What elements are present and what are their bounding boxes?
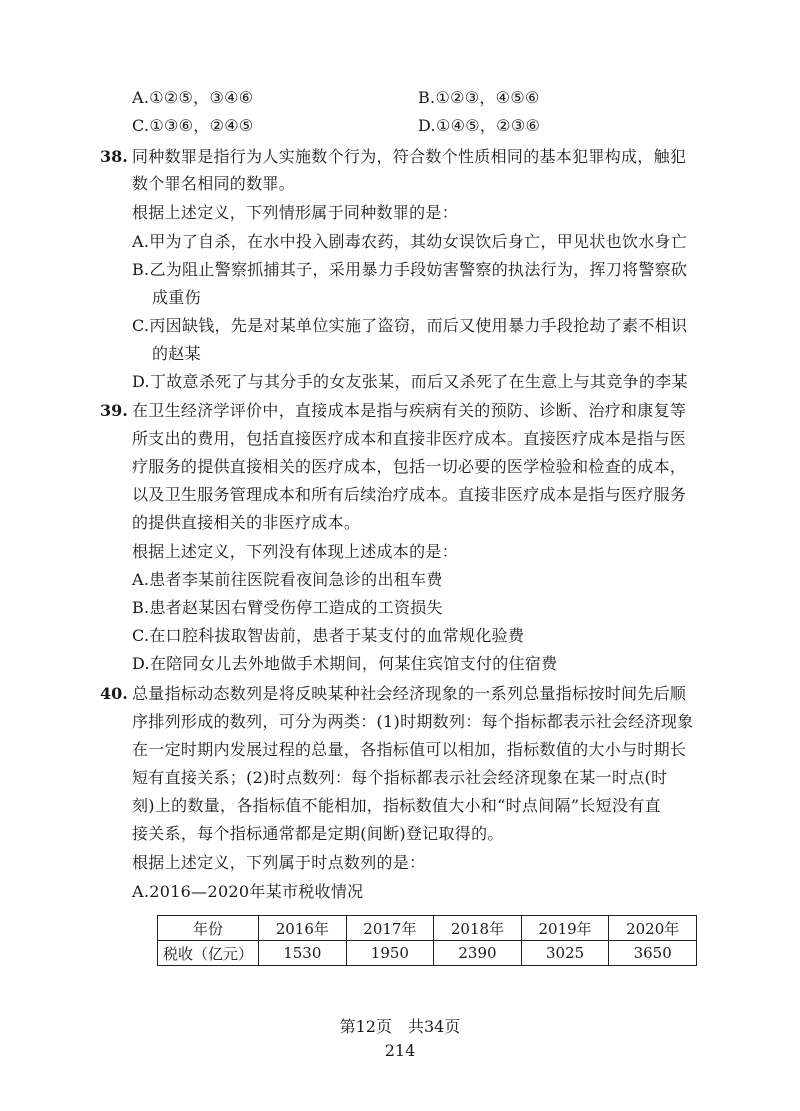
table-row [158,941,697,966]
table-value-cell: 2390 [434,941,522,966]
table-value-cell: 3025 [521,941,609,966]
q37-option-d: D.①④⑤，②③⑥ [418,116,541,135]
page-number: 214 [384,1041,416,1060]
q39-definition-line: 以及卫生服务管理成本和所有后续治疗成本。直接非医疗成本是指与医疗服务 [132,485,687,504]
q38-option-d: D.丁故意杀死了与其分手的女友张某，而后又杀死了在生意上与其竞争的李某 [132,372,688,391]
q40-definition-line: 短有直接关系；(2)时点数列：每个指标都表示社会经济现象在某一时点(时 [132,768,668,787]
q37-option-a: A.①②⑤，③④⑥ [132,88,254,107]
q40-definition-line: 在一定时期内发展过程的总量，各指标值可以相加，指标数值的大小与时期长 [132,740,687,759]
q38-option-b: B.乙为阻止警察抓捕其子，采用暴力手段妨害警察的执法行为，挥刀将警察砍 [132,260,688,279]
q39-definition-line: 所支出的费用，包括直接医疗成本和直接非医疗成本。直接医疗成本是指与医 [132,429,687,448]
q40-definition-line: 刻)上的数量，各指标值不能相加，指标数值大小和“时点间隔”长短没有直 [132,796,661,815]
page-footer: 第12页 共34页 [339,1017,461,1036]
table-row-label: 税收（亿元） [158,941,259,966]
q39-option-a: A.患者李某前往医院看夜间急诊的出租车费 [132,570,443,589]
table-header-label: 年份 [158,916,259,941]
q38-option-c: C.丙因缺钱，先是对某单位实施了盗窃，而后又使用暴力手段抢劫了素不相识 [132,316,688,335]
q40-option-a-title: A.2016—2020年某市税收情况 [132,882,364,901]
table-year-cell: 2020年 [609,916,697,941]
table-year-cell: 2019年 [521,916,609,941]
q40-prompt: 根据上述定义，下列属于时点数列的是： [132,853,426,872]
q39-definition-line: 疗服务的提供直接相关的医疗成本，包括一切必要的医学检验和检查的成本， [132,457,687,476]
q39-number: 39. [100,401,128,420]
q37-option-b: B.①②③，④⑤⑥ [418,88,540,107]
table-year-cell: 2016年 [259,916,347,941]
table-value-cell: 3650 [609,941,697,966]
q38-prompt: 根据上述定义，下列情形属于同种数罪的是： [132,203,459,222]
q40-definition-line: 序排列形成的数列，可分为两类：(1)时期数列：每个指标都表示社会经济现象 [132,712,694,731]
q38-number: 38. [100,147,128,166]
tax-table [157,915,697,966]
table-row [158,916,697,941]
table-value-cell: 1530 [259,941,347,966]
q40-definition-line: 接关系，每个指标通常都是定期(间断)登记取得的。 [132,824,504,843]
q38-option-b-cont: 成重伤 [152,288,201,307]
q39-option-b: B.患者赵某因右臂受伤停工造成的工资损失 [132,598,443,617]
q39-prompt: 根据上述定义，下列没有体现上述成本的是： [132,542,459,561]
q40-definition-line: 总量指标动态数列是将反映某种社会经济现象的一系列总量指标按时间先后顺 [132,684,687,703]
q38-definition-line: 同种数罪是指行为人实施数个行为，符合数个性质相同的基本犯罪构成，触犯 [132,147,687,166]
q38-definition-line: 数个罪名相同的数罪。 [132,174,296,193]
q40-number: 40. [100,684,128,703]
table-year-cell: 2017年 [346,916,434,941]
q39-definition-line: 在卫生经济学评价中，直接成本是指与疾病有关的预防、诊断、治疗和康复等 [132,401,687,420]
q39-option-c: C.在口腔科拔取智齿前，患者于某支付的血常规化验费 [132,626,525,645]
q38-option-c-cont: 的赵某 [152,344,201,363]
q39-option-d: D.在陪同女儿去外地做手术期间，何某住宾馆支付的住宿费 [132,654,558,673]
table-year-cell: 2018年 [434,916,522,941]
q38-option-a: A.甲为了自杀，在水中投入剧毒农药，其幼女误饮后身亡，甲见状也饮水身亡 [132,232,688,251]
table-value-cell: 1950 [346,941,434,966]
q39-definition-line: 的提供直接相关的非医疗成本。 [132,513,361,532]
q37-option-c: C.①③⑥，②④⑤ [132,116,254,135]
